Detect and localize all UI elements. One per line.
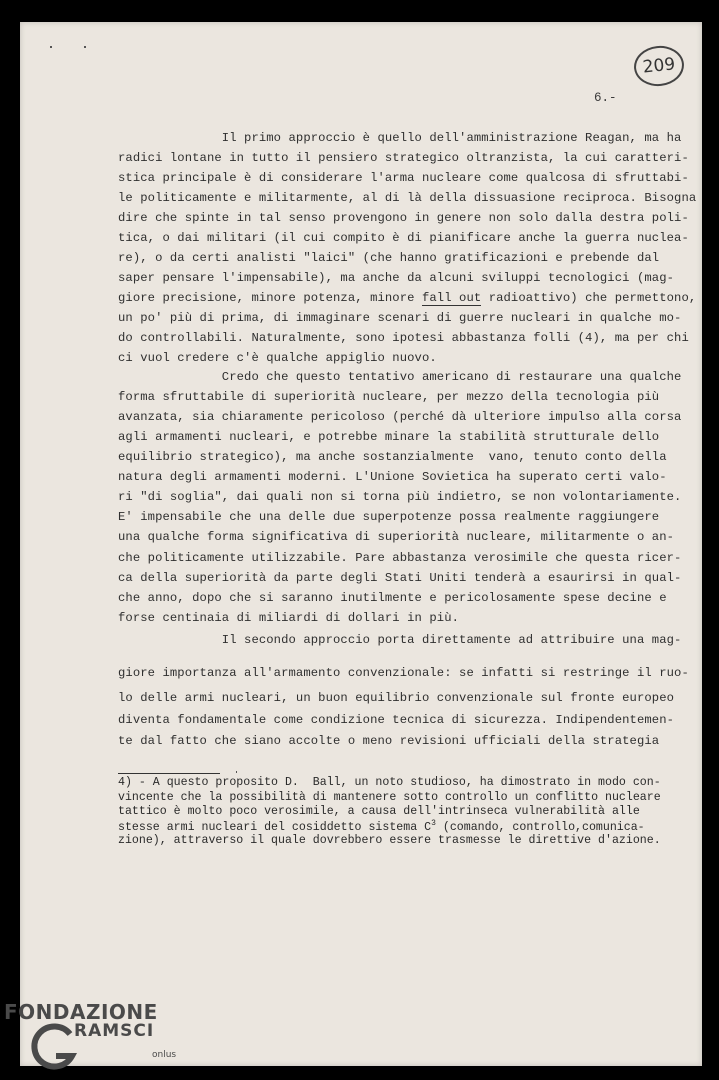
footnote-line: vincente che la possibilità di mantenere sotto controllo un conflitto nucleare (118, 791, 661, 804)
text-line: do controllabili. Naturalmente, sono ipotesi abbastanza folli (4), ma per chi (118, 331, 689, 345)
paper-speck (50, 46, 52, 48)
text-line: ri "di soglia", dai quali non si torna più indietro, se non volontariamente. (118, 490, 682, 504)
text-line: avanzata, sia chiaramente pericoloso (perché dà ulteriore impulso alla corsa (118, 410, 682, 424)
footnote-line: 4) - A questo proposito D. Ball, un noto studioso, ha dimostrato in modo con- (118, 776, 661, 789)
fondazione-gramsci-watermark (4, 1000, 184, 1080)
text-segment: giore precisione, minore potenza, minore (118, 291, 422, 305)
text-line: un po' più di prima, di immaginare scenari di guerre nucleari in qualche mo- (118, 311, 682, 325)
text-line: agli armamenti nucleari, e potrebbe minare la stabilità strutturale dello (118, 430, 660, 444)
text-line: ca della superiorità da parte degli Stati Uniti tenderà a esaurirsi in qual- (118, 571, 682, 585)
archive-number-stamp: 209 (632, 43, 686, 88)
text-line: Credo che questo tentativo americano di restaurare una qualche (118, 370, 682, 384)
text-line: te dal fatto che siano accolte o meno revisioni ufficiali della strategia (118, 734, 660, 748)
text-line: stica principale è di considerare l'arma nucleare come qualcosa di sfruttabi- (118, 171, 689, 185)
text-line: dire che spinte in tal senso provengono in genere non solo dalla destra poli- (118, 211, 689, 225)
underlined-term-fall-out: fall out (421, 291, 482, 305)
text-line: ci vuol credere c'è qualche appiglio nuovo. (118, 351, 437, 365)
text-line: lo delle armi nucleari, un buon equilibrio convenzionale sul fronte europeo (118, 691, 675, 705)
watermark-subtitle: RAMSCI (74, 1021, 155, 1041)
text-line: che politicamente utilizzabile. Pare abbastanza verosimile che questa ricer- (118, 551, 682, 565)
text-line: le politicamente e militarmente, al di là della dissuasione reciproca. Bisogna (118, 191, 697, 205)
paper-speck (84, 46, 86, 48)
footnote-line: zione), attraverso il quale dovrebbero essere trasmesse le direttive d'azione. (118, 834, 661, 847)
text-line: tica, o dai militari (il cui compito è di pianificare anche la guerra nuclea- (118, 231, 689, 245)
text-line: forse centinaia di miliardi di dollari in più. (118, 611, 460, 625)
paper-speck (236, 771, 237, 773)
text-segment: stesse armi nucleari del cosiddetto sistema C (118, 820, 432, 834)
text-line: radici lontane in tutto il pensiero strategico oltranzista, la cui caratteri- (118, 151, 689, 165)
page-number: 6.- (594, 91, 617, 105)
text-line: equilibrio strategico), ma anche sostanzialmente vano, tenuto conto della (118, 450, 667, 464)
superscript: 3 (431, 819, 436, 828)
text-line: diventa fondamentale come condizione tecnica di sicurezza. Indipendentemen- (118, 713, 675, 727)
footnote-line: tattico è molto poco verosimile, a causa dell'intrinseca vulnerabilità alle (118, 805, 640, 818)
text-line: re), o da certi analisti "laici" (che hanno gratificazioni e prebende dal (118, 251, 660, 265)
text-line: forma sfruttabile di superiorità nucleare, per mezzo della tecnologia più (118, 390, 660, 404)
text-line: E' impensabile che una delle due superpotenze possa realmente raggiungere (118, 510, 660, 524)
text-line: saper pensare l'impensabile), ma anche da alcuni sviluppi tecnologici (mag- (118, 271, 675, 285)
text-line-with-underline (118, 291, 696, 305)
footnote-line (118, 819, 645, 834)
text-line: che anno, dopo che si saranno inutilmente e pericolosamente spese decine e (118, 591, 667, 605)
watermark-onlus: onlus (152, 1050, 177, 1060)
footnote-separator (118, 773, 220, 774)
gramsci-g-logo-icon (30, 1020, 78, 1076)
text-line: giore importanza all'armamento convenzionale: se infatti si restringe il ruo- (118, 666, 689, 680)
text-segment: radioattivo) che permettono, (481, 291, 697, 305)
text-line: una qualche forma significativa di superiorità nucleare, militarmente o an- (118, 530, 675, 544)
text-line: Il secondo approccio porta direttamente ad attribuire una mag- (118, 633, 682, 647)
text-segment: (comando, controllo,comunica- (435, 820, 645, 834)
text-line: Il primo approccio è quello dell'amministrazione Reagan, ma ha (118, 131, 682, 145)
watermark-title: FONDAZIONE (4, 1000, 158, 1024)
text-line: natura degli armamenti moderni. L'Unione Sovietica ha superato certi valo- (118, 470, 667, 484)
